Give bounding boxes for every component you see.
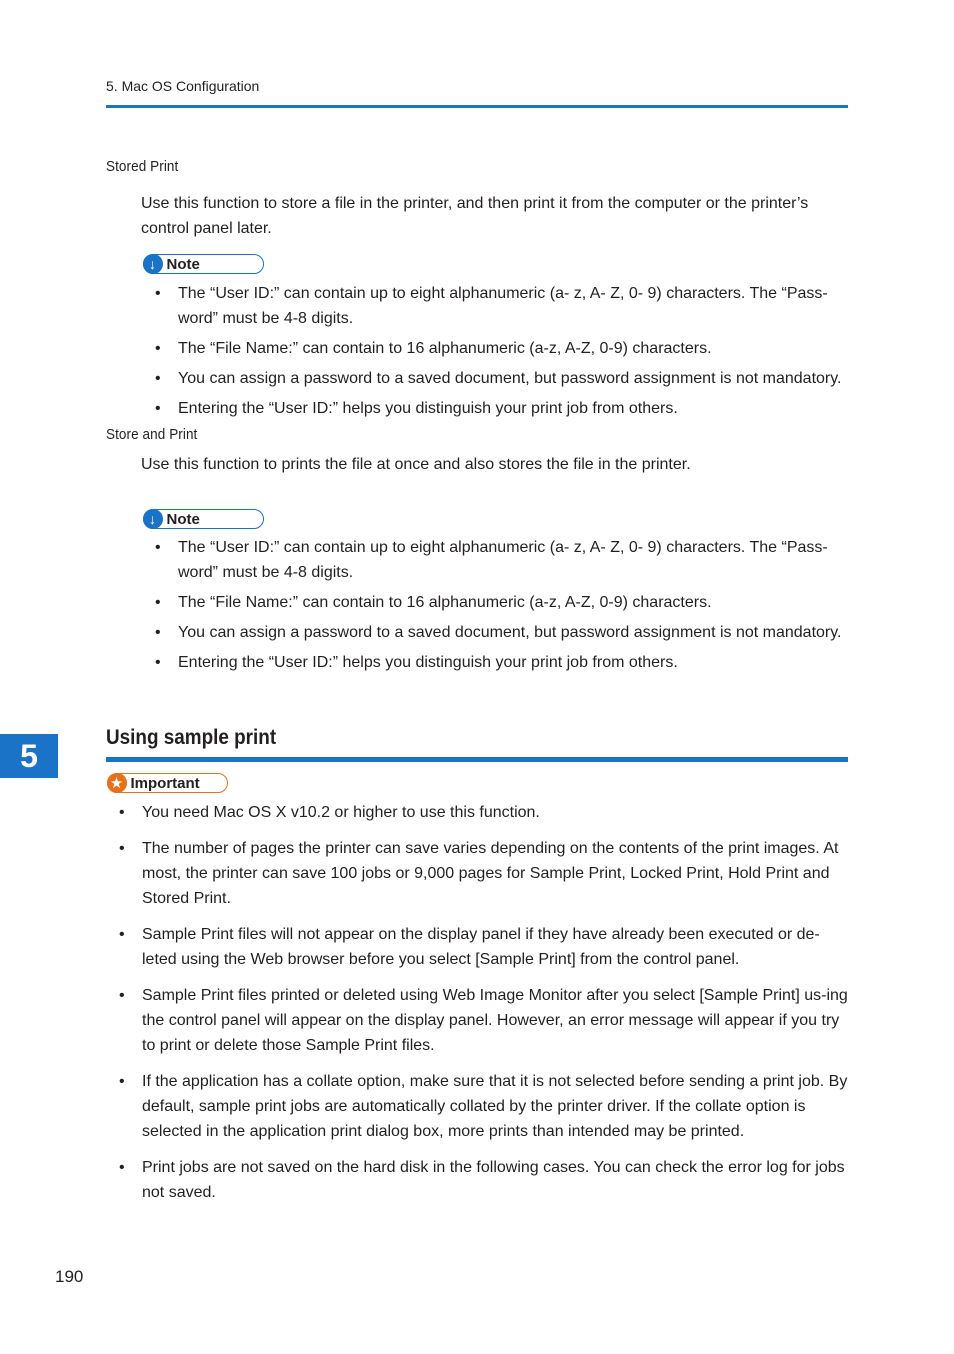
section-rule bbox=[106, 757, 848, 762]
list-item: • You can assign a password to a saved document, but password assignment is not mandatory. bbox=[155, 624, 842, 641]
section-title: Using sample print bbox=[106, 726, 277, 749]
important-label: Important bbox=[130, 774, 200, 792]
note-arrow-icon: ↓ bbox=[143, 254, 163, 274]
list-item: • You need Mac OS X v10.2 or higher to use this function. bbox=[119, 804, 540, 821]
list-item: • Print jobs are not saved on the hard disk in the following cases. You can check the error log for jobs not saved. bbox=[119, 1159, 845, 1201]
important-list bbox=[119, 800, 849, 1216]
note-badge bbox=[143, 509, 264, 529]
list-item: • Sample Print files will not appear on the display panel if they have already been executed or de-leted using the Web browser before you select [Sample Print] from the control panel. bbox=[119, 926, 820, 968]
stored-print-notes bbox=[155, 281, 855, 426]
page-number: 190 bbox=[55, 1267, 84, 1286]
list-item: • The “File Name:” can contain to 16 alphanumeric (a-z, A-Z, 0-9) characters. bbox=[155, 340, 712, 357]
note-label: Note bbox=[166, 255, 200, 273]
note-arrow-icon: ↓ bbox=[143, 509, 163, 529]
note-label: Note bbox=[166, 510, 200, 528]
list-item: • You can assign a password to a saved document, but password assignment is not mandatory. bbox=[155, 370, 842, 387]
stored-print-heading: Stored Print bbox=[106, 158, 179, 175]
important-badge bbox=[107, 773, 228, 793]
note-badge bbox=[143, 254, 264, 274]
list-item: • Entering the “User ID:” helps you distinguish your print job from others. bbox=[155, 400, 678, 417]
stored-print-body: Use this function to store a file in the printer, and then print it from the computer or the printer’s control panel later. bbox=[141, 195, 809, 237]
list-item: • Entering the “User ID:” helps you distinguish your print job from others. bbox=[155, 654, 678, 671]
list-item: • If the application has a collate option, make sure that it is not selected before sending a print job. By default, sample print jobs are automatically collated by the printer driver. If the collate option is selected in the application print dialog box, more prints than intended may be printed. bbox=[119, 1073, 848, 1140]
store-and-print-heading: Store and Print bbox=[106, 426, 198, 443]
header-rule bbox=[106, 105, 848, 108]
list-item: • The “File Name:” can contain to 16 alphanumeric (a-z, A-Z, 0-9) characters. bbox=[155, 594, 712, 611]
store-and-print-notes bbox=[155, 535, 855, 680]
running-header: 5. Mac OS Configuration bbox=[106, 78, 260, 94]
chapter-tab: 5 bbox=[0, 734, 58, 778]
star-icon: ★ bbox=[107, 773, 127, 793]
store-and-print-body: Use this function to prints the file at once and also stores the file in the printer. bbox=[141, 456, 691, 473]
list-item: • The “User ID:” can contain up to eight alphanumeric (a- z, A- Z, 0- 9) characters. The “Pass-word” must be 4-8 digits. bbox=[155, 539, 828, 581]
list-item: • Sample Print files printed or deleted using Web Image Monitor after you select [Sample Print] us-ing the control panel will appear on the display panel. However, an error message will appear if you try to print or delete those Sample Print files. bbox=[119, 987, 848, 1054]
list-item: • The number of pages the printer can save varies depending on the contents of the print images. At most, the printer can save 100 jobs or 9,000 pages for Sample Print, Locked Print, Hold Print and Stored Print. bbox=[119, 840, 839, 907]
list-item: • The “User ID:” can contain up to eight alphanumeric (a- z, A- Z, 0- 9) characters. The “Pass-word” must be 4-8 digits. bbox=[155, 285, 828, 327]
